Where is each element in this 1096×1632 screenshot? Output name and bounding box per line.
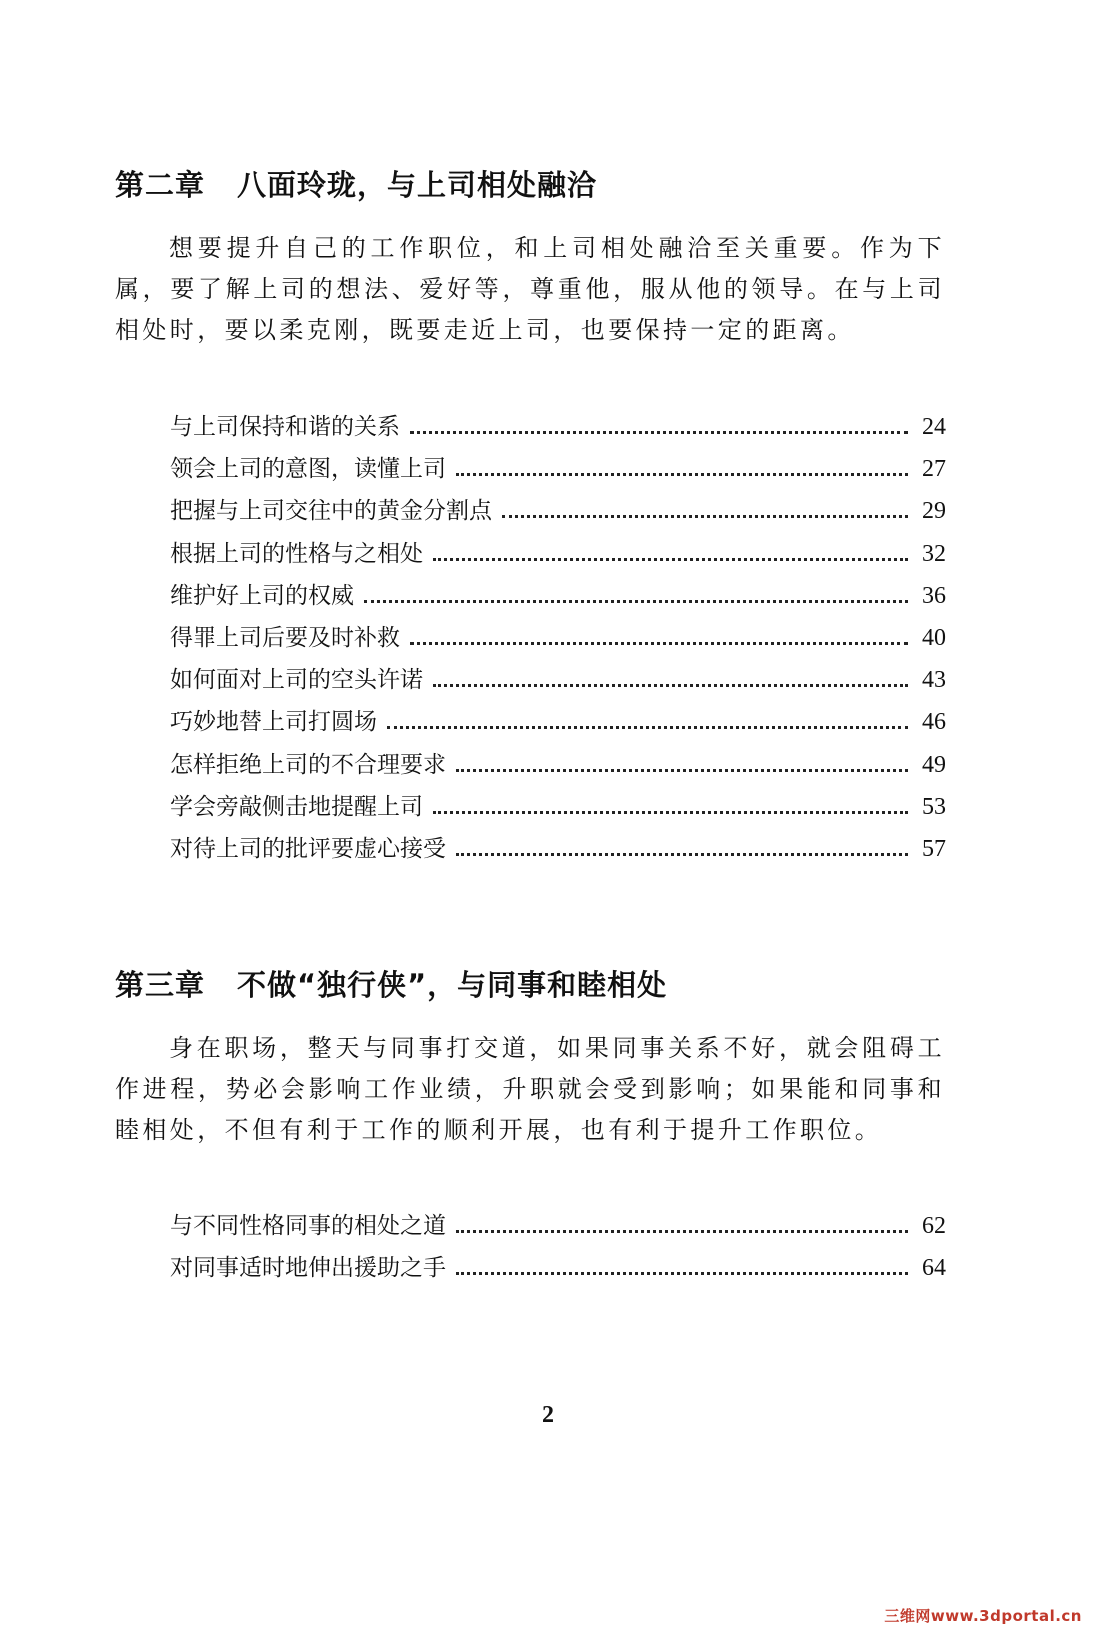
chapter-2-label: 第二章 xyxy=(115,168,206,202)
dot-leader xyxy=(456,853,908,856)
dot-leader xyxy=(387,726,908,729)
toc-entry-page: 53 xyxy=(922,793,946,820)
toc-entry-title: 领会上司的意图，读懂上司 xyxy=(170,456,446,483)
dot-leader xyxy=(502,515,908,518)
dot-leader xyxy=(410,642,908,645)
toc-entry-page: 62 xyxy=(922,1213,946,1239)
dot-leader xyxy=(433,558,908,561)
page-number: 2 xyxy=(542,1402,554,1428)
dot-leader xyxy=(456,1230,908,1233)
chapter-3-title: 不做“独行侠”，与同事和睦相处 xyxy=(237,968,668,1002)
toc-entry-page: 49 xyxy=(922,751,946,778)
chapter-3-intro: 身在职场，整天与同事打交道，如果同事关系不好，就会阻碍工作进程，势必会影响工作业绩，升职就会受到影响；如果能和同事和睦相处，不但有利于工作的顺利开展，也有利于提升工作职位。 xyxy=(115,1034,945,1144)
toc-entry-title: 对同事适时地伸出援助之手 xyxy=(170,1255,446,1282)
dot-leader xyxy=(364,600,908,603)
chapter-3-label: 第三章 xyxy=(115,968,206,1002)
toc-entry[interactable] xyxy=(170,577,946,619)
dot-leader xyxy=(456,1272,908,1275)
chapter-3-heading xyxy=(115,963,667,1004)
dot-leader xyxy=(456,473,908,476)
toc-entry[interactable] xyxy=(170,535,946,577)
dot-leader xyxy=(433,684,908,687)
toc-entry-title: 学会旁敲侧击地提醒上司 xyxy=(170,793,423,820)
toc-entry[interactable] xyxy=(170,492,946,534)
chapter-2-intro: 想要提升自己的工作职位，和上司相处融洽至关重要。作为下属，要了解上司的想法、爱好等，尊重他，服从他的领导。在与上司相处时，要以柔克刚，既要走近上司，也要保持一定的距离。 xyxy=(115,234,945,344)
toc-entry[interactable] xyxy=(170,408,946,450)
watermark: 三维网www.3dportal.cn xyxy=(884,1607,1082,1625)
chapter-3-toc xyxy=(170,1207,946,1291)
toc-entry-title: 把握与上司交往中的黄金分割点 xyxy=(170,498,492,525)
dot-leader xyxy=(433,811,908,814)
toc-entry-title: 如何面对上司的空头许诺 xyxy=(170,667,423,694)
chapter-2-title: 八面玲珑，与上司相处融洽 xyxy=(237,168,598,202)
toc-entry-page: 27 xyxy=(922,456,946,483)
chapter-2-toc xyxy=(170,408,946,872)
toc-entry-page: 32 xyxy=(922,540,946,567)
toc-entry[interactable] xyxy=(170,450,946,492)
toc-entry[interactable] xyxy=(170,661,946,703)
dot-leader xyxy=(456,769,908,772)
toc-entry-title: 与不同性格同事的相处之道 xyxy=(170,1213,446,1239)
toc-entry[interactable] xyxy=(170,703,946,745)
toc-entry[interactable] xyxy=(170,619,946,661)
toc-entry-page: 36 xyxy=(922,582,946,609)
toc-entry-page: 46 xyxy=(922,709,946,736)
toc-entry-title: 得罪上司后要及时补救 xyxy=(170,624,400,651)
toc-entry[interactable] xyxy=(170,1249,946,1291)
chapter-2-heading xyxy=(115,163,597,204)
toc-entry-page: 29 xyxy=(922,498,946,525)
toc-entry[interactable] xyxy=(170,1207,946,1249)
toc-entry-title: 巧妙地替上司打圆场 xyxy=(170,709,377,736)
toc-entry-page: 43 xyxy=(922,667,946,694)
toc-entry[interactable] xyxy=(170,830,946,872)
dot-leader xyxy=(410,431,908,434)
toc-entry-title: 维护好上司的权威 xyxy=(170,582,354,609)
toc-entry-page: 40 xyxy=(922,624,946,651)
toc-entry-title: 怎样拒绝上司的不合理要求 xyxy=(170,751,446,778)
toc-entry-title: 与上司保持和谐的关系 xyxy=(170,414,400,440)
toc-entry-title: 对待上司的批评要虚心接受 xyxy=(170,835,446,862)
toc-entry[interactable] xyxy=(170,788,946,830)
toc-entry-title: 根据上司的性格与之相处 xyxy=(170,540,423,567)
toc-entry-page: 64 xyxy=(922,1255,946,1282)
toc-entry[interactable] xyxy=(170,746,946,788)
toc-entry-page: 24 xyxy=(922,414,946,440)
toc-entry-page: 57 xyxy=(922,835,946,862)
